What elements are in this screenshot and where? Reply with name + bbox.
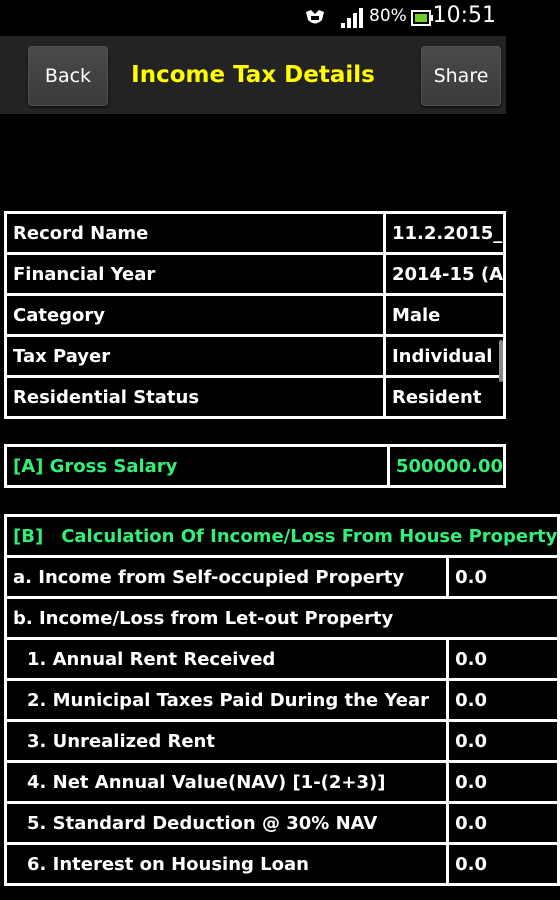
tax-payer-value: Individual [386,337,503,375]
share-button[interactable]: Share [421,46,501,106]
standard-deduction-value: 0.0 [449,804,557,842]
table-row [7,447,503,485]
self-occupied-label: a. Income from Self-occupied Property [7,558,446,596]
municipal-taxes-value: 0.0 [449,681,557,719]
record-name-value: 11.2.2015_ [386,214,503,252]
record-name-label: Record Name [7,214,383,252]
unrealized-rent-label: 3. Unrealized Rent [7,722,446,760]
house-property-heading [7,517,557,555]
let-out-property-label: b. Income/Loss from Let-out Property [7,599,557,637]
android-robot-icon [303,8,327,32]
residential-status-label: Residential Status [7,378,383,416]
gross-salary-value: 500000.00 [390,447,503,485]
content-scroll-area[interactable] [0,114,558,900]
self-occupied-value: 0.0 [449,558,557,596]
net-annual-value-label: 4. Net Annual Value(NAV) [1-(2+3)] [7,763,446,801]
table-row [7,255,503,293]
tax-payer-label: Tax Payer [7,337,383,375]
annual-rent-value: 0.0 [449,640,557,678]
record-info-table [4,211,506,419]
battery-icon [411,8,433,32]
table-row [7,804,557,842]
standard-deduction-label: 5. Standard Deduction @ 30% NAV [7,804,446,842]
back-button[interactable]: Back [28,46,108,106]
net-annual-value-value: 0.0 [449,763,557,801]
clock: 10:51 [432,3,496,28]
table-row [7,722,557,760]
financial-year-value: 2014-15 (A [386,255,503,293]
status-bar [0,0,506,36]
table-row [7,558,557,596]
category-value: Male [386,296,503,334]
scrollbar[interactable] [499,340,503,382]
signal-icon [340,8,364,32]
house-property-code: [B] [13,525,44,547]
gross-salary-label: [A] Gross Salary [7,447,387,485]
house-property-table [4,514,560,886]
action-bar [0,36,506,114]
table-row [7,214,503,252]
table-row [7,378,503,416]
housing-loan-interest-value: 0.0 [449,845,557,883]
page-title: Income Tax Details [131,62,375,88]
house-property-heading-text: Calculation Of Income/Loss From House Property [61,525,558,547]
housing-loan-interest-label: 6. Interest on Housing Loan [7,845,446,883]
battery-percent: 80% [369,6,407,26]
table-row [7,337,503,375]
financial-year-label: Financial Year [7,255,383,293]
residential-status-value: Resident [386,378,503,416]
table-row [7,845,557,883]
gross-salary-table [4,444,506,488]
table-row [7,599,557,637]
table-row [7,517,557,555]
table-row [7,763,557,801]
category-label: Category [7,296,383,334]
annual-rent-label: 1. Annual Rent Received [7,640,446,678]
table-row [7,681,557,719]
municipal-taxes-label: 2. Municipal Taxes Paid During the Year [7,681,446,719]
table-row [7,640,557,678]
unrealized-rent-value: 0.0 [449,722,557,760]
table-row [7,296,503,334]
